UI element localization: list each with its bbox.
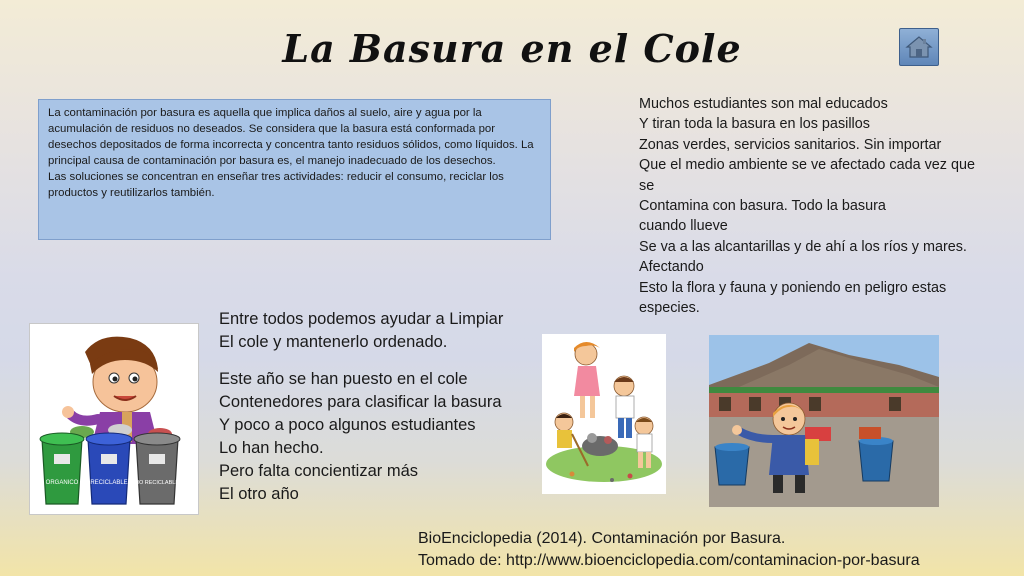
boy-recycling-bins-image bbox=[29, 323, 199, 515]
right-text-line: se bbox=[639, 177, 655, 194]
right-text-line: Y tiran toda la basura en los pasillos bbox=[639, 116, 870, 133]
bin-label-organico: ORGANICO bbox=[45, 480, 79, 486]
intro-paragraph-2: Las soluciones se concentran en enseñar tres actividades: reducir el consumo, reciclar los productos y reutilizarlos también. bbox=[48, 171, 504, 199]
citation-line-1: BioEnciclopedia (2014). Contaminación por Basura. bbox=[418, 530, 786, 547]
right-text-line: Muchos estudiantes son mal educados bbox=[639, 96, 888, 112]
middle-text-line: Contenedores para clasificar la basura bbox=[219, 393, 502, 411]
page-title: La Basura en el Cole bbox=[282, 26, 742, 71]
citation bbox=[418, 528, 1018, 572]
right-text-line: Esto la flora y fauna y poniendo en peligro estas bbox=[639, 279, 947, 296]
middle-text-line: Pero falta concientizar más bbox=[219, 462, 419, 480]
kids-cleaning-image bbox=[542, 334, 666, 494]
right-text-line: Que el medio ambiente se ve afectado cada vez que bbox=[639, 157, 975, 174]
right-text-line: especies. bbox=[639, 300, 700, 317]
right-text-line: cuando llueve bbox=[639, 218, 728, 235]
middle-text-line: El cole y mantenerlo ordenado. bbox=[219, 333, 448, 351]
right-text-block bbox=[639, 94, 1009, 318]
right-text-line: Afectando bbox=[639, 259, 704, 276]
middle-text-line: El otro año bbox=[219, 485, 299, 503]
right-text-line: Se va a las alcantarillas y de ahí a los ríos y mares. bbox=[639, 238, 967, 255]
intro-info-box bbox=[38, 99, 551, 240]
home-icon bbox=[905, 35, 933, 59]
middle-text-line: Y poco a poco algunos estudiantes bbox=[219, 416, 476, 434]
school-scene-image bbox=[709, 335, 939, 507]
intro-paragraph-1: La contaminación por basura es aquella que implica daños al suelo, aire y agua por la acumulación de residuos no deseados. Se considera que la basura está conformada por desechos depositados de forma incorrecta y concentra tanto residuos sólidos, como líquidos. La principal causa de contaminación por basura es, el manejo inadecuado de los desechos. bbox=[48, 107, 534, 167]
right-text-line: Zonas verdes, servicios sanitarios. Sin importar bbox=[639, 136, 942, 153]
home-button[interactable] bbox=[899, 28, 939, 66]
citation-link[interactable]: Tomado de: http://www.bioenciclopedia.com/contaminacion-por-basura bbox=[418, 552, 920, 569]
right-text-line: Contamina con basura. Todo la basura bbox=[639, 198, 886, 215]
bin-label-reciclable: RECICLABLE bbox=[90, 480, 128, 486]
bin-label-no-reciclable: NO RECICLABLE bbox=[134, 480, 180, 486]
middle-text-line: Este año se han puesto en el cole bbox=[219, 370, 468, 388]
middle-text-line: Lo han hecho. bbox=[219, 439, 324, 457]
middle-text-line: Entre todos podemos ayudar a Limpiar bbox=[219, 310, 504, 328]
middle-text-block bbox=[219, 308, 539, 506]
